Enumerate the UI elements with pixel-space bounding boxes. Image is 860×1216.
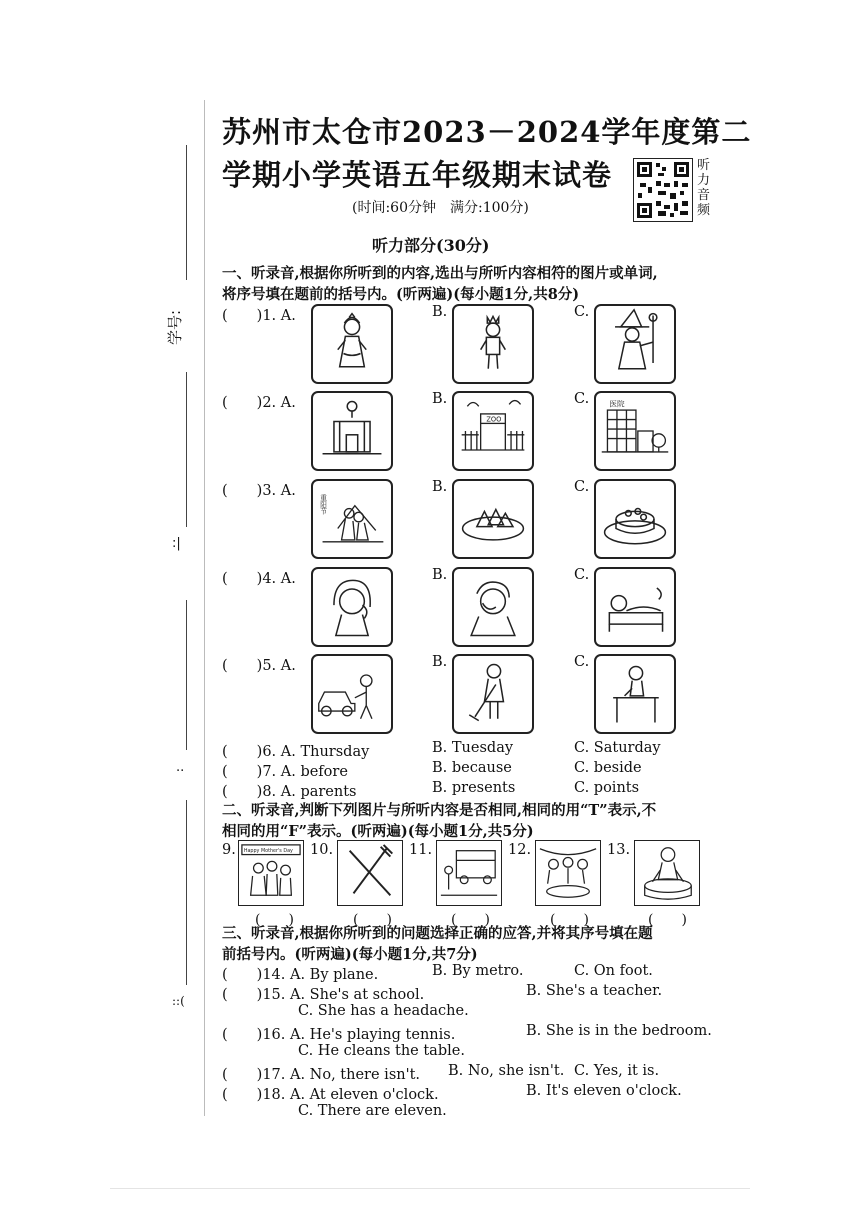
binding-line-top [186, 145, 187, 280]
section2-heading: 二、听录音,判断下列图片与所听内容是否相同,相同的用“T”表示,不相同的用“F”表示。(听两遍)(每小题1分,共5分) [222, 802, 657, 840]
festival-text: 重阳节 [318, 494, 327, 515]
q6-label: ( )6. A. Thursday [222, 744, 370, 760]
q3-label: ( )3. A. [222, 483, 296, 499]
margin-mark-low: .. [176, 760, 185, 775]
q14-option-c: C. On foot. [574, 963, 653, 979]
bus-street-icon [437, 841, 501, 905]
q15-option-b: B. She's a teacher. [526, 983, 663, 999]
q6-option-b: B. Tuesday [432, 740, 514, 756]
party-icon [536, 841, 600, 905]
q14-label: ( )14. A. By plane. [222, 967, 379, 983]
boy-in-bed-icon [596, 569, 674, 645]
margin-mark-bottom: ::( [172, 994, 185, 1008]
rice-dumplings-icon [454, 481, 532, 557]
q9-image[interactable] [238, 840, 304, 906]
q7-option-b: B. because [432, 760, 512, 776]
hospital-icon [596, 393, 674, 469]
q16-label: ( )16. A. He's playing tennis. [222, 1027, 456, 1043]
q2-option-a-image[interactable] [311, 391, 393, 471]
q17-option-c: C. Yes, it is. [574, 1063, 660, 1079]
q16-option-c: C. He cleans the table. [298, 1043, 465, 1059]
q10-number: 10. [310, 842, 334, 858]
q4-option-a-image[interactable] [311, 567, 393, 647]
q5-option-b-label: B. [432, 654, 448, 670]
princess-icon [313, 306, 391, 382]
q5-option-c-image[interactable] [594, 654, 676, 734]
q5-option-b-image[interactable] [452, 654, 534, 734]
q2-option-b-image[interactable] [452, 391, 534, 471]
q17-label: ( )17. A. No, there isn't. [222, 1067, 421, 1083]
q2-option-c-image[interactable] [594, 391, 676, 471]
student-number-label: 学号: [166, 309, 184, 345]
q4-option-b-image[interactable] [452, 567, 534, 647]
q13-image[interactable] [634, 840, 700, 906]
sweeping-floor-icon [454, 656, 532, 732]
q5-option-c-label: C. [574, 654, 590, 670]
q9-answer-blank[interactable]: ( ) [255, 912, 294, 928]
washing-car-icon [313, 656, 391, 732]
double-ninth-festival-icon [313, 481, 391, 557]
witch-icon [596, 306, 674, 382]
q8-option-c: C. points [574, 780, 640, 796]
q1-option-b-label: B. [432, 304, 448, 320]
exam-time-info: (时间:60分钟 满分:100分) [352, 200, 529, 216]
binding-line-2 [186, 372, 187, 527]
zoo-sign-text: ZOO [486, 415, 502, 424]
q10-answer-blank[interactable]: ( ) [353, 912, 392, 928]
binding-line-4 [186, 800, 187, 985]
cake-icon [596, 481, 674, 557]
knife-and-fork-icon [338, 841, 402, 905]
page-bottom-rule [110, 1188, 750, 1189]
q16-option-b: B. She is in the bedroom. [526, 1023, 712, 1039]
q11-number: 11. [409, 842, 433, 858]
page-left-rule [204, 100, 205, 1116]
q12-answer-blank[interactable]: ( ) [550, 912, 589, 928]
q18-option-c: C. There are eleven. [298, 1103, 447, 1119]
q1-option-c-image[interactable] [594, 304, 676, 384]
hospital-sign-text: 医院 [609, 399, 625, 409]
q11-image[interactable] [436, 840, 502, 906]
q1-option-b-image[interactable] [452, 304, 534, 384]
section3-heading: 三、听录音,根据你所听到的问题选择正确的应答,并将其序号填在题前括号内。(听两遍)(每小题1分,共7分) [222, 925, 653, 963]
q11-answer-blank[interactable]: ( ) [451, 912, 490, 928]
q2-option-b-label: B. [432, 391, 448, 407]
q2-label: ( )2. A. [222, 395, 296, 411]
mothers-day-caption: Happy Mother's Day [243, 849, 293, 855]
q13-answer-blank[interactable]: ( ) [648, 912, 687, 928]
q1-option-a-image[interactable] [311, 304, 393, 384]
q3-option-b-image[interactable] [452, 479, 534, 559]
q15-label: ( )15. A. She's at school. [222, 987, 425, 1003]
q12-image[interactable] [535, 840, 601, 906]
q5-label: ( )5. A. [222, 658, 296, 674]
q15-option-c: C. She has a headache. [298, 1003, 469, 1019]
mothers-day-icon [239, 841, 303, 905]
q1-option-c-label: C. [574, 304, 590, 320]
q3-option-a-image[interactable] [311, 479, 393, 559]
q9-number: 9. [222, 842, 236, 858]
title-line-1: 苏州市太仓市2023－2024学年度第二 [222, 115, 752, 149]
q8-option-b: B. presents [432, 780, 516, 796]
q4-option-c-label: C. [574, 567, 590, 583]
q8-label: ( )8. A. parents [222, 784, 357, 800]
listening-section-title: 听力部分(30分) [372, 236, 490, 255]
q3-option-c-label: C. [574, 479, 590, 495]
zoo-icon [454, 393, 532, 469]
margin-mark-mid: :| [172, 536, 181, 551]
qr-code-icon [634, 159, 692, 221]
binding-line-3 [186, 600, 187, 750]
q1-label: ( )1. A. [222, 308, 296, 324]
qr-code[interactable] [633, 158, 693, 222]
q4-option-b-label: B. [432, 567, 448, 583]
q10-image[interactable] [337, 840, 403, 906]
title-line-2: 学期小学英语五年级期末试卷 [222, 158, 613, 192]
q13-number: 13. [607, 842, 631, 858]
q18-label: ( )18. A. At eleven o'clock. [222, 1087, 439, 1103]
q17-option-b: B. No, she isn't. [448, 1063, 565, 1079]
sick-boy-icon [454, 569, 532, 645]
q4-option-c-image[interactable] [594, 567, 676, 647]
section1-heading: 一、听录音,根据你所听到的内容,选出与所听内容相符的图片或单词,将序号填在题前的括号内。(听两遍)(每小题1分,共8分) [222, 265, 658, 303]
building-gate-icon [313, 393, 391, 469]
q5-option-a-image[interactable] [311, 654, 393, 734]
q7-option-c: C. beside [574, 760, 642, 776]
q18-option-b: B. It's eleven o'clock. [526, 1083, 682, 1099]
toothache-girl-icon [313, 569, 391, 645]
q3-option-c-image[interactable] [594, 479, 676, 559]
cleaning-table-icon [596, 656, 674, 732]
q12-number: 12. [508, 842, 532, 858]
q3-option-b-label: B. [432, 479, 448, 495]
q4-label: ( )4. A. [222, 571, 296, 587]
q7-label: ( )7. A. before [222, 764, 348, 780]
q2-option-c-label: C. [574, 391, 590, 407]
washing-clothes-icon [635, 841, 699, 905]
q6-option-c: C. Saturday [574, 740, 661, 756]
qr-audio-label: 听力音频 [697, 158, 711, 218]
prince-icon [454, 306, 532, 382]
q14-option-b: B. By metro. [432, 963, 524, 979]
